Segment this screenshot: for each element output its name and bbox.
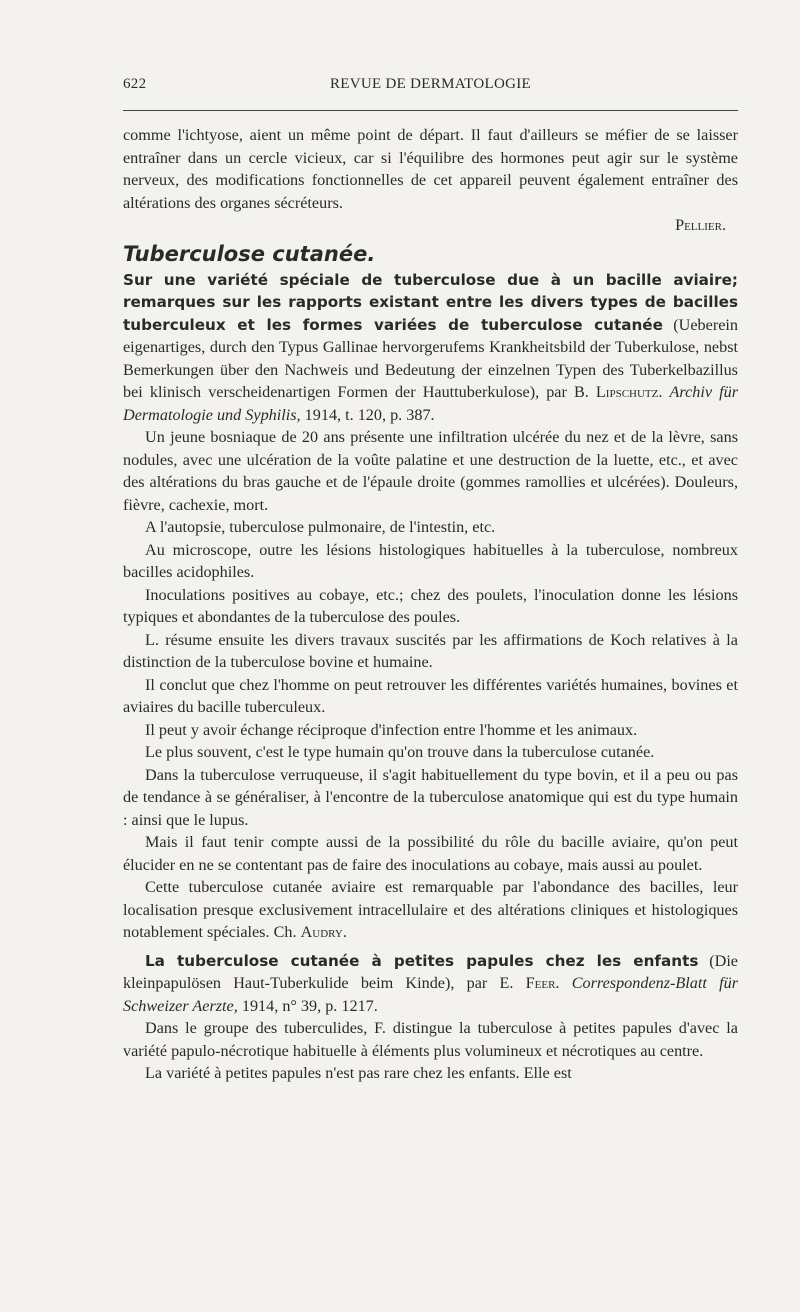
article1-paragraph: Au microscope, outre les lésions histologiques habituelles à la tuberculose, nombreux bacilles acidophiles. <box>123 540 738 581</box>
article1-paragraph: Il conclut que chez l'homme on peut retrouver les différentes variétés humaines, bovines et aviaires du bacille tuberculeux. <box>123 675 738 716</box>
article1-author: Lipschutz. <box>595 383 663 401</box>
signature-audry: Audry. <box>300 923 347 941</box>
article2-title <box>123 950 738 1018</box>
article1-title <box>123 269 738 427</box>
article1-paragraph: L. résume ensuite les divers travaux suscités par les affirmations de Koch relatives à la distinction de la tuberculose bovine et humaine. <box>123 630 738 671</box>
article2-citation: 1914, n° 39, p. 1217. <box>241 996 378 1015</box>
article1-title-bold: Sur une variété spéciale de tuberculose due à un bacille aviaire; remarques sur les rapports existant entre les divers types de bacilles tuberculeux et les formes variées de tuberculose cutanée <box>123 270 738 334</box>
article2-paragraph: La variété à petites papules n'est pas rare chez les enfants. Elle est <box>145 1064 572 1082</box>
signature-prefix: Ch. <box>273 923 297 941</box>
continuation-text: comme l'ichtyose, aient un même point de départ. Il faut d'ailleurs se méfier de se laisser entraîner dans un cercle vicieux, car si l'équilibre des hormones peut agir sur le système nerveux, des modifications fonctionnelles de cet appareil peuvent également entraîner des altérations des organes sécréteurs. <box>123 126 738 212</box>
article1-paragraph: Il peut y avoir échange réciproque d'infection entre l'homme et les animaux. <box>145 720 638 739</box>
article1-paragraph: Un jeune bosniaque de 20 ans présente une infiltration ulcérée du nez et de la lèvre, sans nodules, avec une ulcération de la voûte palatine et une destruction de la luette, etc., et avec des altérations du bras gauche et de l'épaule droite (gommes ramollies et ulcérées). Douleurs, fièvre, cachexie, mort. <box>123 428 738 514</box>
article1-title-rest: (Ueberein eigenartiges, durch den Typus Gallinae hervorgerufems Krankheitsbild der Tuberkulose, nebst Bemerkungen über den Nachweis und Bedeutung der einzelnen Typen des Tuberkelbazillus bei klinisch verscheidenartigen Formen der Hauttuberkulose), par B. <box>123 315 739 401</box>
article2-author: Feer. <box>525 974 560 992</box>
section-title: Tuberculose cutanée. <box>123 241 376 266</box>
continuation-paragraph <box>123 124 738 237</box>
page-header <box>123 76 738 100</box>
article1-paragraph: Mais il faut tenir compte aussi de la possibilité du rôle du bacille aviaire, qu'on peut élucider en ne se contentant pas de faire des inoculations au cobaye, mais aussi au poulet. <box>123 833 738 874</box>
article1-paragraph-text: Cette tuberculose cutanée aviaire est remarquable par l'abondance des bacilles, leur localisation presque exclusivement intracellulaire et des altérations cliniques et histologiques notablement spéciales. <box>123 878 738 941</box>
article1-paragraph: Inoculations positives au cobaye, etc.; chez des poulets, l'inoculation donne les lésions typiques et abondantes de la tuberculose des poules. <box>123 585 738 626</box>
header-rule <box>123 110 738 111</box>
article1-paragraph: Le plus souvent, c'est le type humain qu'on trouve dans la tuberculose cutanée. <box>145 743 655 761</box>
article2-journal: Correspondenz-Blatt für Schweizer Aerzte, <box>123 974 738 1015</box>
signature-pellier: Pellier. <box>675 216 726 234</box>
article1-paragraph: Dans la tuberculose verruqueuse, il s'agit habituellement du type bovin, et il a peu ou pas de tendance à se généraliser, à l'encontre de la tuberculose anatomique qui est du type humain : ainsi que le lupus. <box>123 765 738 829</box>
article1-paragraph: A l'autopsie, tuberculose pulmonaire, de l'intestin, etc. <box>145 518 496 536</box>
article1-citation: 1914, t. 120, p. 387. <box>304 405 435 424</box>
article2-title-bold: La tuberculose cutanée à petites papules chez les enfants <box>145 951 699 970</box>
article2-title-rest: (Die kleinpapulösen Haut-Tuberkulide beim Kinde), par E. <box>123 951 738 992</box>
article2-paragraph: Dans le groupe des tuberculides, F. distingue la tuberculose à petites papules d'avec la variété papulo-nécrotique habituelle à éléments plus volumineux et nécrotiques au centre. <box>123 1019 738 1060</box>
page-number: 622 <box>123 76 147 92</box>
article1-journal: Archiv für Dermatologie und Syphilis, <box>123 383 739 424</box>
article1-last-paragraph <box>123 876 738 944</box>
page-body <box>123 124 738 1085</box>
running-title: REVUE DE DERMATOLOGIE <box>329 76 531 92</box>
